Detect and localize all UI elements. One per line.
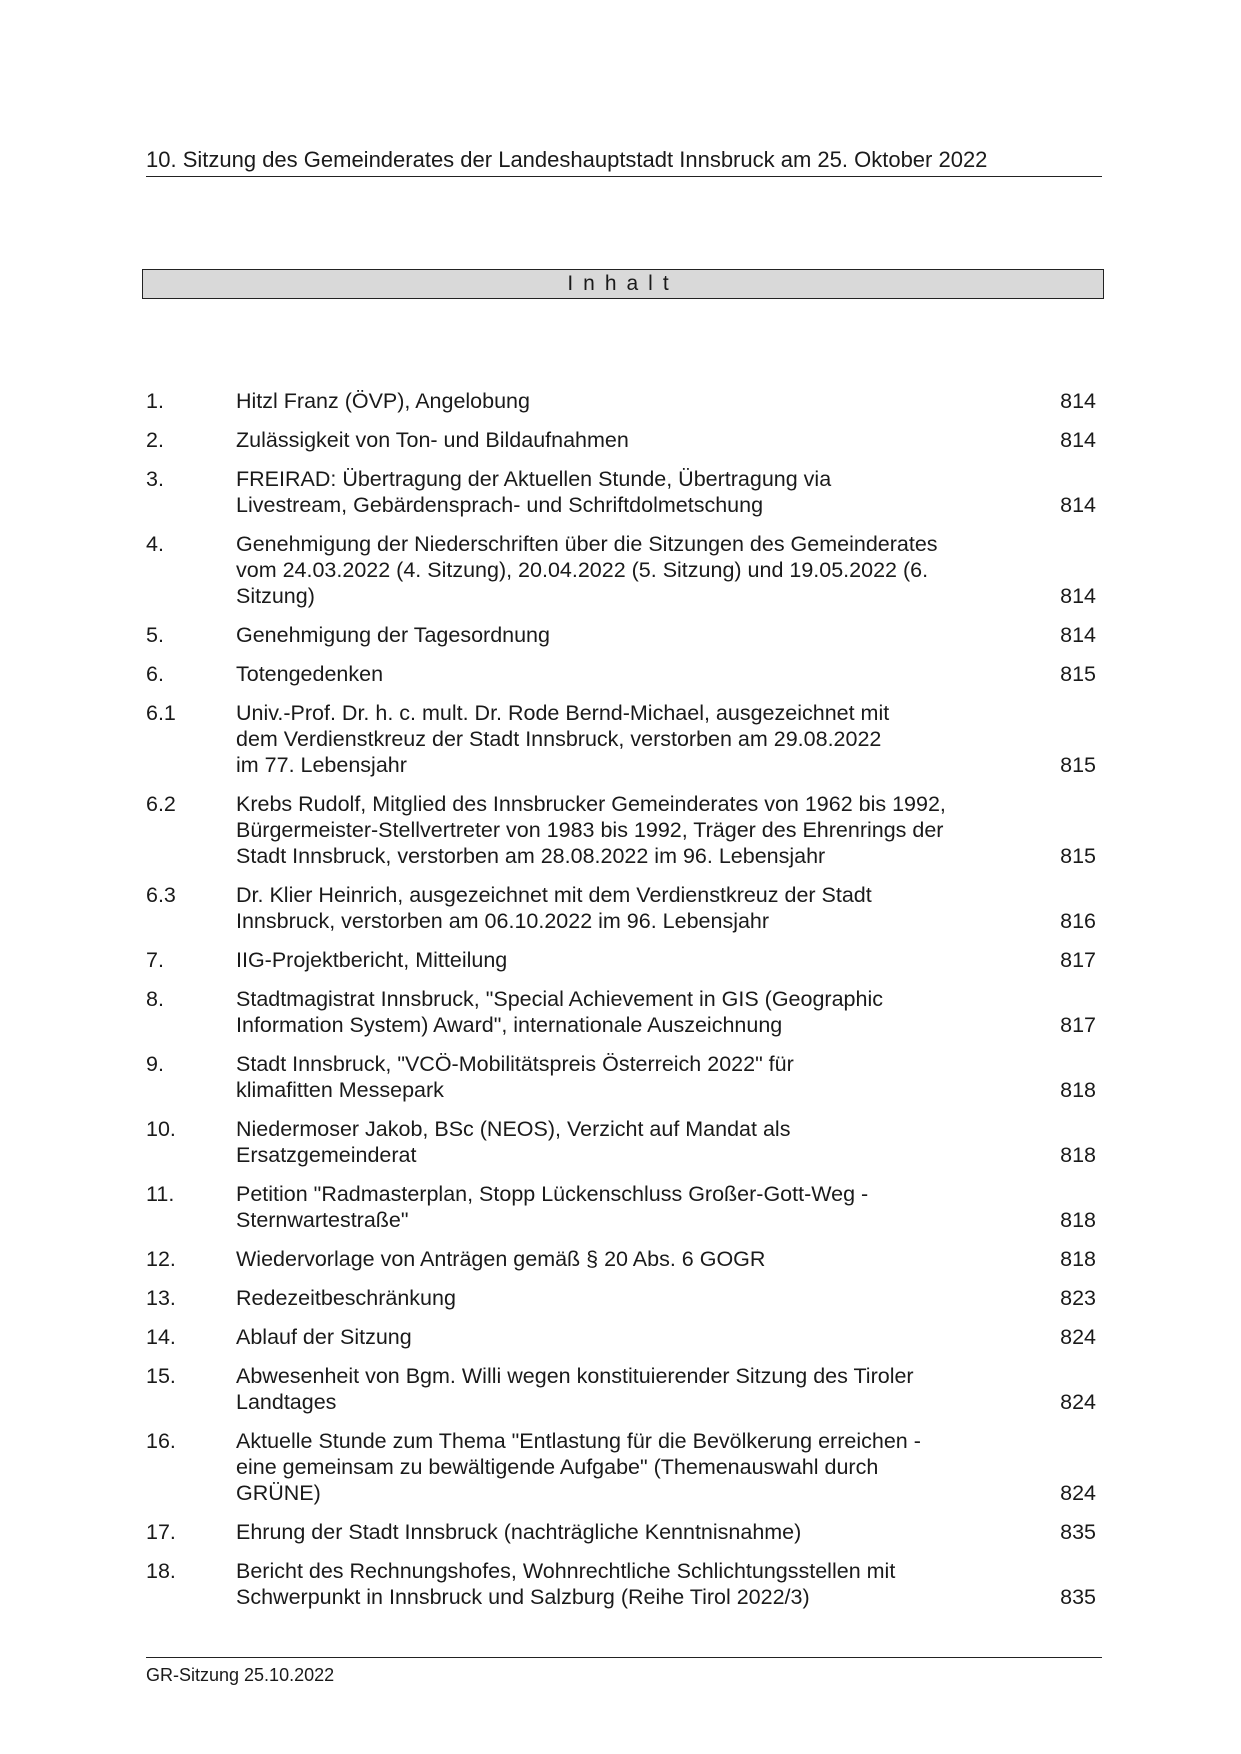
toc-entry-number: 1.	[146, 389, 164, 413]
toc-entry	[146, 1051, 1102, 1103]
toc-entry-title-line: Univ.-Prof. Dr. h. c. mult. Dr. Rode Bernd-Michael, ausgezeichnet mit	[236, 701, 890, 725]
toc-entry-number: 17.	[146, 1520, 176, 1544]
toc-entry-number: 10.	[146, 1117, 176, 1141]
toc-entry-page-number: 824	[1060, 1481, 1096, 1505]
toc-entry-page-number: 815	[1060, 844, 1096, 868]
toc-entry	[146, 1558, 1102, 1610]
toc-entry	[146, 1181, 1102, 1233]
toc-entry	[146, 882, 1102, 934]
toc-entry-page-number: 818	[1060, 1078, 1096, 1102]
toc-entry-title	[236, 1324, 1036, 1350]
toc-entry-title	[236, 986, 1036, 1038]
toc-entry-title-line: im 77. Lebensjahr	[236, 753, 407, 777]
toc-entry-title-line: Stadtmagistrat Innsbruck, "Special Achievement in GIS (Geographic	[236, 987, 883, 1011]
toc-entry	[146, 1428, 1102, 1506]
toc-entry-title-line: GRÜNE)	[236, 1481, 321, 1505]
toc-entry-title-line: Petition "Radmasterplan, Stopp Lückenschluss Großer-Gott-Weg -	[236, 1182, 869, 1206]
toc-entry-page-number: 817	[1060, 1013, 1096, 1037]
toc-entry-title	[236, 661, 1036, 687]
toc-entry-title	[236, 1116, 1036, 1168]
toc-entry-title-line: Totengedenken	[236, 662, 384, 686]
toc-entry	[146, 700, 1102, 778]
toc-entry-title-line: IIG-Projektbericht, Mitteilung	[236, 948, 508, 972]
toc-entry	[146, 986, 1102, 1038]
table-of-contents	[146, 388, 1102, 1623]
toc-entry-number: 4.	[146, 532, 164, 556]
toc-entry-number: 16.	[146, 1429, 176, 1453]
toc-entry	[146, 427, 1102, 453]
toc-entry-number: 9.	[146, 1052, 164, 1076]
toc-entry-title-line: Landtages	[236, 1390, 337, 1414]
toc-entry-number: 6.1	[146, 701, 176, 725]
toc-entry	[146, 1285, 1102, 1311]
toc-entry-page-number: 815	[1060, 662, 1096, 686]
toc-entry-title	[236, 1285, 1036, 1311]
page-header: 10. Sitzung des Gemeinderates der Landeshauptstadt Innsbruck am 25. Oktober 2022	[146, 145, 1102, 177]
toc-entry-title-line: Abwesenheit von Bgm. Willi wegen konstituierender Sitzung des Tiroler	[236, 1364, 914, 1388]
toc-entry	[146, 1519, 1102, 1545]
toc-entry	[146, 661, 1102, 687]
toc-entry-page-number: 818	[1060, 1208, 1096, 1232]
toc-entry-page-number: 814	[1060, 493, 1096, 517]
toc-entry-title-line: dem Verdienstkreuz der Stadt Innsbruck, verstorben am 29.08.2022	[236, 727, 882, 751]
toc-entry-number: 6.3	[146, 883, 176, 907]
toc-entry-title-line: Information System) Award", internationale Auszeichnung	[236, 1013, 783, 1037]
toc-entry-title	[236, 1363, 1036, 1415]
toc-entry-title-line: Sitzung)	[236, 584, 315, 608]
toc-entry-title	[236, 1181, 1036, 1233]
toc-entry-title-line: Niedermoser Jakob, BSc (NEOS), Verzicht auf Mandat als	[236, 1117, 791, 1141]
toc-entry-page-number: 824	[1060, 1325, 1096, 1349]
toc-entry-title-line: Krebs Rudolf, Mitglied des Innsbrucker Gemeinderates von 1962 bis 1992,	[236, 792, 946, 816]
toc-entry-title	[236, 700, 1036, 778]
toc-entry-number: 7.	[146, 948, 164, 972]
toc-entry-title-line: Sternwartestraße"	[236, 1208, 409, 1232]
toc-entry	[146, 791, 1102, 869]
toc-entry-title-line: Hitzl Franz (ÖVP), Angelobung	[236, 389, 530, 413]
toc-entry-title-line: Aktuelle Stunde zum Thema "Entlastung für die Bevölkerung erreichen -	[236, 1429, 921, 1453]
toc-entry-title-line: Ehrung der Stadt Innsbruck (nachträgliche Kenntnisnahme)	[236, 1520, 802, 1544]
section-title-box: Inhalt	[142, 269, 1104, 299]
toc-entry-title-line: vom 24.03.2022 (4. Sitzung), 20.04.2022 (5. Sitzung) und 19.05.2022 (6.	[236, 558, 929, 582]
toc-entry-number: 18.	[146, 1559, 176, 1583]
toc-entry-title-line: Schwerpunkt in Innsbruck und Salzburg (Reihe Tirol 2022/3)	[236, 1585, 810, 1609]
toc-entry-title-line: eine gemeinsam zu bewältigende Aufgabe" (Themenauswahl durch	[236, 1455, 879, 1479]
toc-entry-number: 6.2	[146, 792, 176, 816]
toc-entry-page-number: 835	[1060, 1520, 1096, 1544]
toc-entry-title-line: Zulässigkeit von Ton- und Bildaufnahmen	[236, 428, 629, 452]
toc-entry-title-line: Innsbruck, verstorben am 06.10.2022 im 96. Lebensjahr	[236, 909, 770, 933]
toc-entry-number: 15.	[146, 1364, 176, 1388]
toc-entry-page-number: 818	[1060, 1143, 1096, 1167]
toc-entry-title-line: Stadt Innsbruck, "VCÖ-Mobilitätspreis Österreich 2022" für	[236, 1052, 794, 1076]
toc-entry	[146, 1324, 1102, 1350]
toc-entry-title-line: Bericht des Rechnungshofes, Wohnrechtliche Schlichtungsstellen mit	[236, 1559, 896, 1583]
toc-entry	[146, 531, 1102, 609]
toc-entry-number: 5.	[146, 623, 164, 647]
toc-entry-title-line: Genehmigung der Tagesordnung	[236, 623, 550, 647]
toc-entry	[146, 466, 1102, 518]
toc-entry-number: 13.	[146, 1286, 176, 1310]
toc-entry-number: 6.	[146, 662, 164, 686]
toc-entry-title	[236, 466, 1036, 518]
toc-entry	[146, 1246, 1102, 1272]
toc-entry-title-line: Stadt Innsbruck, verstorben am 28.08.2022 im 96. Lebensjahr	[236, 844, 826, 868]
toc-entry-title	[236, 531, 1036, 609]
toc-entry-page-number: 835	[1060, 1585, 1096, 1609]
toc-entry-page-number: 816	[1060, 909, 1096, 933]
toc-entry-number: 3.	[146, 467, 164, 491]
toc-entry-title-line: Wiedervorlage von Anträgen gemäß § 20 Abs. 6 GOGR	[236, 1247, 766, 1271]
toc-entry-title	[236, 1519, 1036, 1545]
toc-entry-title-line: klimafitten Messepark	[236, 1078, 444, 1102]
toc-entry-title-line: Ersatzgemeinderat	[236, 1143, 417, 1167]
toc-entry	[146, 1363, 1102, 1415]
toc-entry-title	[236, 622, 1036, 648]
toc-entry-number: 14.	[146, 1325, 176, 1349]
toc-entry-title	[236, 947, 1036, 973]
toc-entry-title	[236, 882, 1036, 934]
toc-entry	[146, 622, 1102, 648]
toc-entry-page-number: 815	[1060, 753, 1096, 777]
toc-entry-title-line: Ablauf der Sitzung	[236, 1325, 412, 1349]
toc-entry-title	[236, 388, 1036, 414]
toc-entry-title-line: Livestream, Gebärdensprach- und Schriftdolmetschung	[236, 493, 764, 517]
toc-entry-page-number: 814	[1060, 584, 1096, 608]
toc-entry	[146, 1116, 1102, 1168]
toc-entry-title	[236, 427, 1036, 453]
toc-entry-number: 11.	[146, 1182, 175, 1206]
toc-entry-number: 2.	[146, 428, 164, 452]
toc-entry-page-number: 814	[1060, 428, 1096, 452]
toc-entry-number: 12.	[146, 1247, 176, 1271]
toc-entry-title-line: Redezeitbeschränkung	[236, 1286, 456, 1310]
toc-entry-title-line: Bürgermeister-Stellvertreter von 1983 bis 1992, Träger des Ehrenrings der	[236, 818, 944, 842]
toc-entry-page-number: 814	[1060, 623, 1096, 647]
toc-entry-title	[236, 791, 1036, 869]
toc-entry-page-number: 814	[1060, 389, 1096, 413]
toc-entry-title	[236, 1246, 1036, 1272]
toc-entry-title-line: Dr. Klier Heinrich, ausgezeichnet mit dem Verdienstkreuz der Stadt	[236, 883, 872, 907]
toc-entry-page-number: 817	[1060, 948, 1096, 972]
toc-entry-page-number: 824	[1060, 1390, 1096, 1414]
page-footer: GR-Sitzung 25.10.2022	[146, 1657, 1102, 1687]
toc-entry-page-number: 823	[1060, 1286, 1096, 1310]
toc-entry-number: 8.	[146, 987, 164, 1011]
toc-entry	[146, 388, 1102, 414]
toc-entry-title-line: FREIRAD: Übertragung der Aktuellen Stunde, Übertragung via	[236, 467, 832, 491]
toc-entry-title	[236, 1558, 1036, 1610]
toc-entry-title-line: Genehmigung der Niederschriften über die Sitzungen des Gemeinderates	[236, 532, 938, 556]
toc-entry-title	[236, 1428, 1036, 1506]
toc-entry-page-number: 818	[1060, 1247, 1096, 1271]
toc-entry-title	[236, 1051, 1036, 1103]
toc-entry	[146, 947, 1102, 973]
